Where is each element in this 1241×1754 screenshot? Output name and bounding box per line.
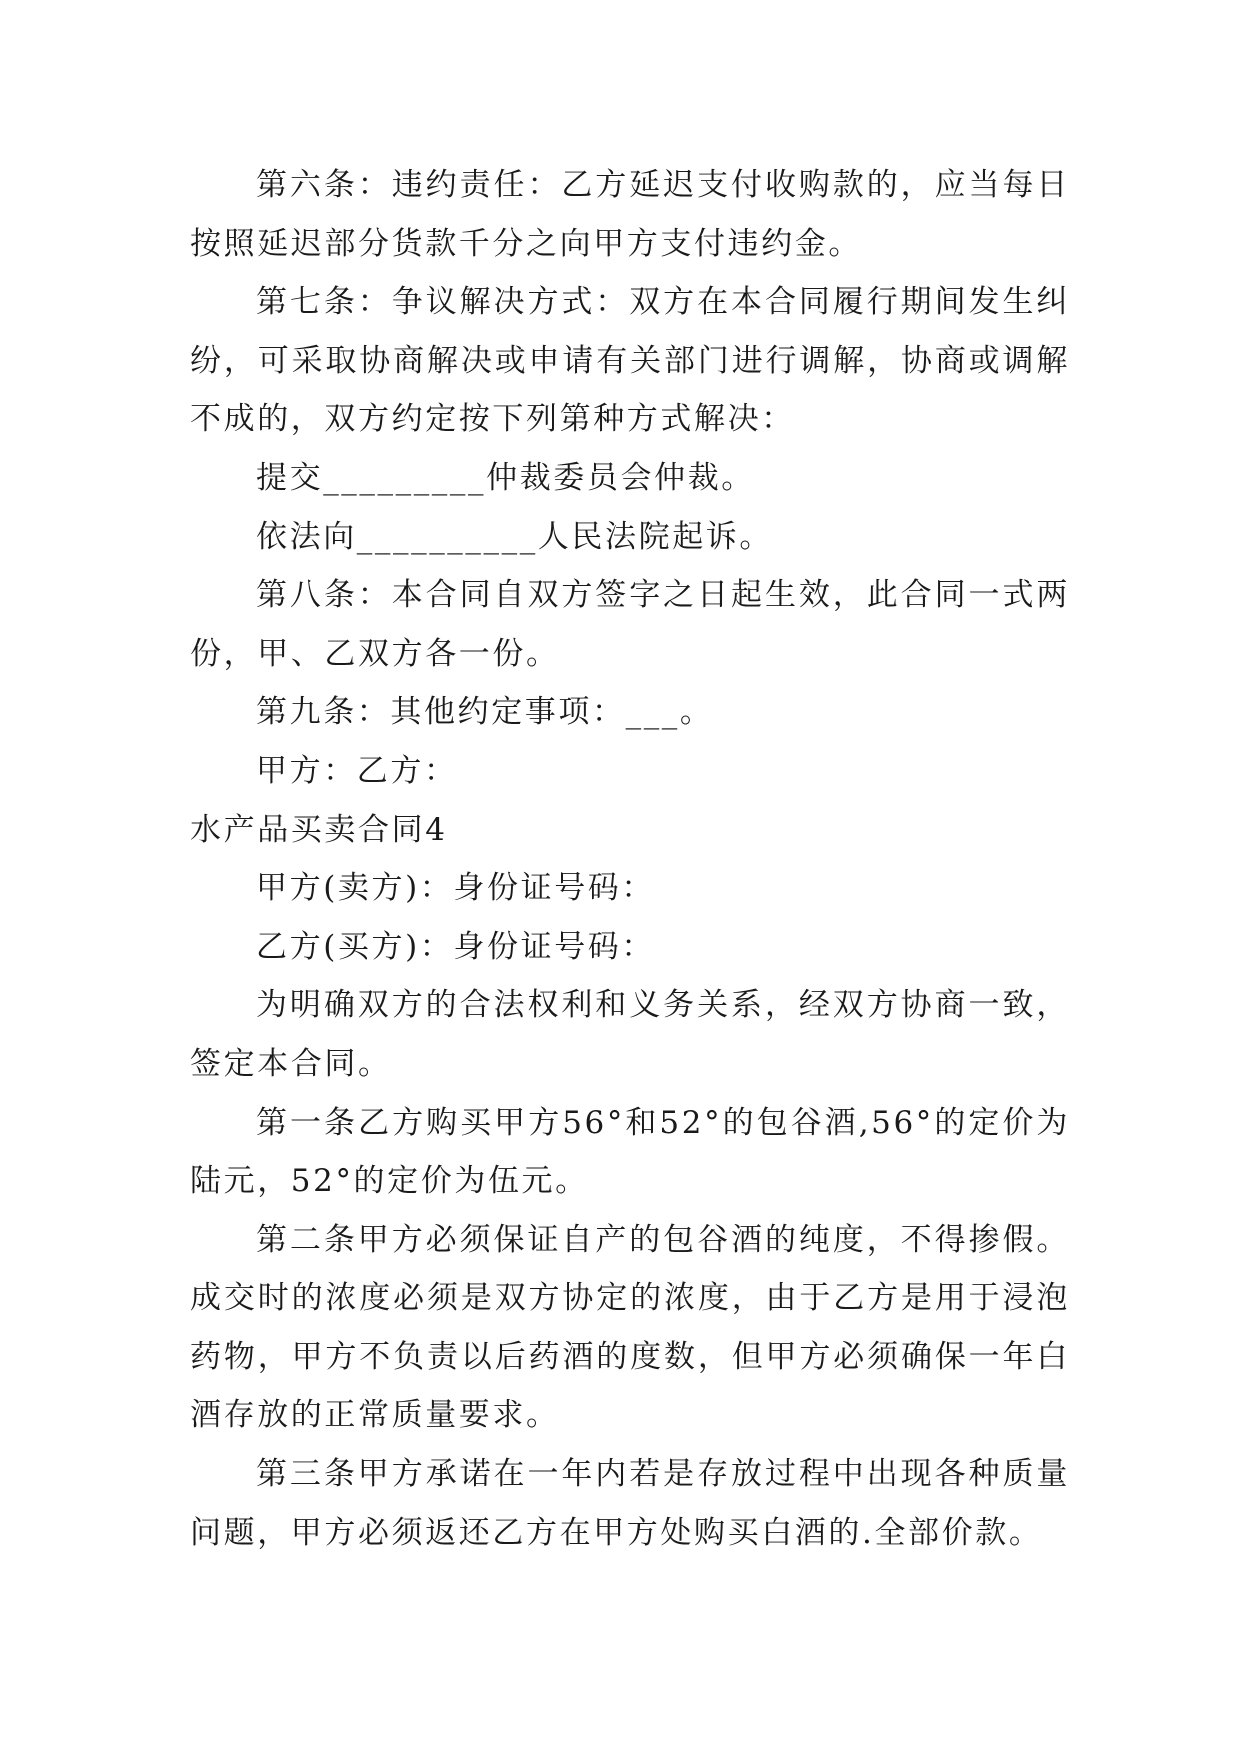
article-two: 第二条甲方必须保证自产的包谷酒的纯度，不得掺假。成交时的浓度必须是双方协定的浓度，由于乙方是用于浸泡药物，甲方不负责以后药酒的度数，但甲方必须确保一年白酒存放的正常质量要求。 — [190, 1221, 1070, 1434]
clause-seven: 第七条：争议解决方式：双方在本合同履行期间发生纠纷，可采取协商解决或申请有关部门进行调解，协商或调解不成的，双方约定按下列第种方式解决： — [190, 284, 1070, 438]
clause-six: 第六条：违约责任：乙方延迟支付收购款的，应当每日按照延迟部分货款千分之向甲方支付违约金。 — [190, 167, 1070, 262]
clause-nine: 第九条：其他约定事项：___。 — [256, 694, 714, 731]
clause-eight: 第八条：本合同自双方签字之日起生效，此合同一式两份，甲、乙双方各一份。 — [190, 577, 1070, 672]
party-signatures: 甲方：乙方： — [256, 752, 458, 789]
buyer-line: 乙方(买方)：身份证号码： — [256, 928, 655, 965]
article-one: 第一条乙方购买甲方56°和52°的包谷酒,56°的定价为陆元，52°的定价为伍元。 — [190, 1104, 1070, 1200]
arbitration-option: 提交_________仲裁委员会仲裁。 — [256, 459, 755, 496]
document-body — [190, 156, 1070, 1562]
preamble: 为明确双方的合法权利和义务关系，经双方协商一致，签定本合同。 — [190, 987, 1070, 1082]
court-option: 依法向__________人民法院起诉。 — [256, 518, 773, 555]
contract-title: 水产品买卖合同4 — [190, 811, 448, 848]
article-three: 第三条甲方承诺在一年内若是存放过程中出现各种质量问题，甲方必须返还乙方在甲方处购买白酒的.全部价款。 — [190, 1456, 1070, 1551]
seller-line: 甲方(卖方)：身份证号码： — [256, 870, 655, 907]
